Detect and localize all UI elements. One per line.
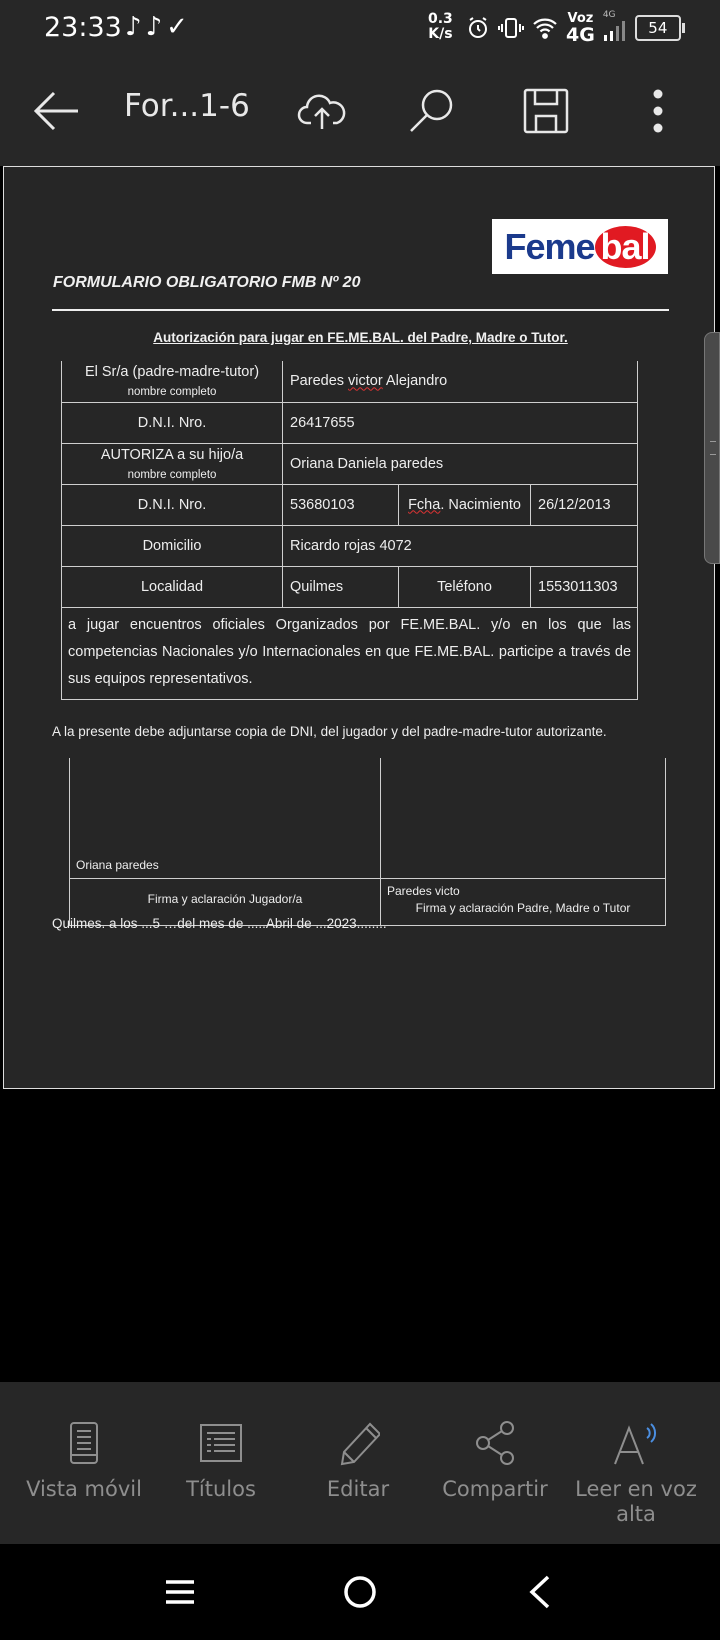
read-aloud-button[interactable] [568, 1417, 704, 1527]
net-speed [428, 12, 453, 42]
edit-button[interactable] [291, 1417, 425, 1502]
player-signature-cell[interactable] [70, 758, 381, 879]
address-label: Domicilio [62, 525, 283, 566]
logo-text-part-a: Feme [504, 225, 595, 267]
date-line: Quilmes. a los ...5 …del mes de .....Abril de ...2023........ [52, 916, 387, 931]
app-bar [0, 56, 720, 166]
headings-icon [199, 1423, 243, 1463]
back-button[interactable] [28, 81, 84, 141]
headings-label: Títulos [186, 1477, 256, 1501]
mobile-view-label: Vista móvil [26, 1477, 142, 1501]
scroll-handle[interactable] [704, 332, 720, 564]
signature-table [69, 758, 666, 926]
bottom-toolbar [0, 1382, 720, 1544]
child-label: AUTORIZA a su hijo/a [100, 446, 244, 463]
back-chevron-icon [528, 1575, 552, 1609]
status-bar [0, 0, 720, 56]
birthdate-label-abbr: Fcha [408, 496, 441, 513]
parent-signature-name: Paredes victo [387, 883, 460, 898]
table-row [62, 402, 638, 443]
home-circle-icon [343, 1575, 377, 1609]
voz-4g-indicator [566, 12, 595, 45]
back-nav-button[interactable] [520, 1572, 560, 1612]
phone-value[interactable]: 1553011303 [531, 566, 638, 607]
parent-name-misspelled: victor [348, 373, 383, 390]
edit-label: Editar [326, 1477, 390, 1501]
share-label: Compartir [442, 1477, 548, 1501]
save-icon [523, 88, 569, 134]
net-speed-unit: K/s [428, 26, 453, 42]
share-button[interactable] [428, 1417, 562, 1502]
back-arrow-icon [32, 91, 80, 131]
table-row [62, 607, 638, 699]
dni-parent-label: D.N.I. Nro. [62, 402, 283, 443]
voz-label: Voz [567, 10, 594, 26]
child-name-value[interactable]: Oriana Daniela paredes [283, 443, 638, 484]
headings-button[interactable] [154, 1417, 288, 1502]
share-icon [474, 1420, 516, 1466]
form-subtitle: Autorización para jugar en FE.ME.BAL. del Padre, Madre o Tutor. [153, 330, 568, 345]
parent-label-cell [62, 361, 283, 402]
address-value[interactable]: Ricardo rojas 4072 [283, 525, 638, 566]
search-icon [407, 87, 457, 135]
menu-nav-button[interactable] [160, 1572, 200, 1612]
dni-child-label: D.N.I. Nro. [62, 484, 283, 525]
form-title: FORMULARIO OBLIGATORIO FMB Nº 20 [53, 274, 361, 291]
child-sublabel: nombre completo [127, 468, 217, 481]
signal-icon [602, 10, 627, 42]
status-right-icons [466, 12, 681, 44]
wifi-icon [532, 17, 558, 39]
parent-name-part: Paredes [290, 373, 349, 390]
parent-sublabel: nombre completo [127, 386, 217, 399]
alarm-icon [466, 16, 490, 40]
more-options-button[interactable] [638, 81, 678, 141]
authorization-paragraph: a jugar encuentros oficiales Organizados por FE.ME.BAL. y/o en los que las competencias Nacionales y/o Internacionales en que FE.ME.BAL. participe a través de sus equipos representativos. [62, 607, 638, 699]
signal-network-label: 4G [602, 10, 616, 20]
home-nav-button[interactable] [340, 1572, 380, 1612]
parent-label: El Sr/a (padre-madre-tutor) [84, 364, 260, 381]
dni-child-value[interactable]: 53680103 [283, 484, 399, 525]
locality-value[interactable]: Quilmes [283, 566, 399, 607]
phone-view-icon [69, 1421, 99, 1465]
pencil-icon [336, 1420, 380, 1466]
parent-signature-caption-cell [381, 879, 666, 926]
mobile-view-button[interactable] [17, 1417, 151, 1502]
parent-name-value[interactable] [283, 361, 638, 402]
battery-indicator: 54 [635, 15, 681, 41]
player-signature-name: Oriana paredes [76, 858, 159, 872]
table-row [62, 443, 638, 484]
locality-label: Localidad [62, 566, 283, 607]
vibrate-icon [498, 16, 524, 40]
table-row [62, 361, 638, 402]
player-signature-caption: Firma y aclaración Jugador/a [70, 879, 381, 926]
table-row [62, 566, 638, 607]
child-label-cell [62, 443, 283, 484]
document-title: For...1-6 [124, 88, 250, 124]
title-divider [52, 309, 669, 311]
dni-note: A la presente debe adjuntarse copia de DNI, del jugador y del padre-madre-tutor autorizante. [52, 724, 607, 739]
cloud-upload-icon [297, 91, 347, 131]
system-nav-bar [0, 1544, 720, 1640]
read-aloud-label: Leer en voz alta [575, 1477, 697, 1526]
birthdate-value[interactable]: 26/12/2013 [531, 484, 638, 525]
table-row [62, 484, 638, 525]
menu-icon [164, 1579, 196, 1605]
upload-button[interactable] [292, 81, 352, 141]
parent-signature-cell[interactable] [381, 758, 666, 879]
table-row [70, 758, 666, 879]
dni-parent-value[interactable]: 26417655 [283, 402, 638, 443]
parent-name-part: Alejandro [382, 373, 448, 390]
parent-signature-caption: Firma y aclaración Padre, Madre o Tutor [415, 900, 631, 915]
birthdate-label-rest: . Nacimiento [440, 496, 521, 513]
net-speed-value: 0.3 [428, 11, 453, 27]
more-vert-icon [652, 89, 664, 133]
table-row [62, 525, 638, 566]
femebal-logo [492, 219, 668, 274]
phone-label: Teléfono [399, 566, 531, 607]
authorization-table [61, 361, 638, 700]
notification-icons: ♪♪✓ [125, 12, 192, 42]
search-button[interactable] [404, 81, 460, 141]
network-type: 4G [566, 23, 595, 46]
save-button[interactable] [518, 81, 574, 141]
birthdate-label [399, 484, 531, 525]
read-aloud-icon [611, 1420, 661, 1466]
logo-text-part-b: bal [595, 226, 656, 268]
clock: 23:33 [44, 12, 122, 43]
